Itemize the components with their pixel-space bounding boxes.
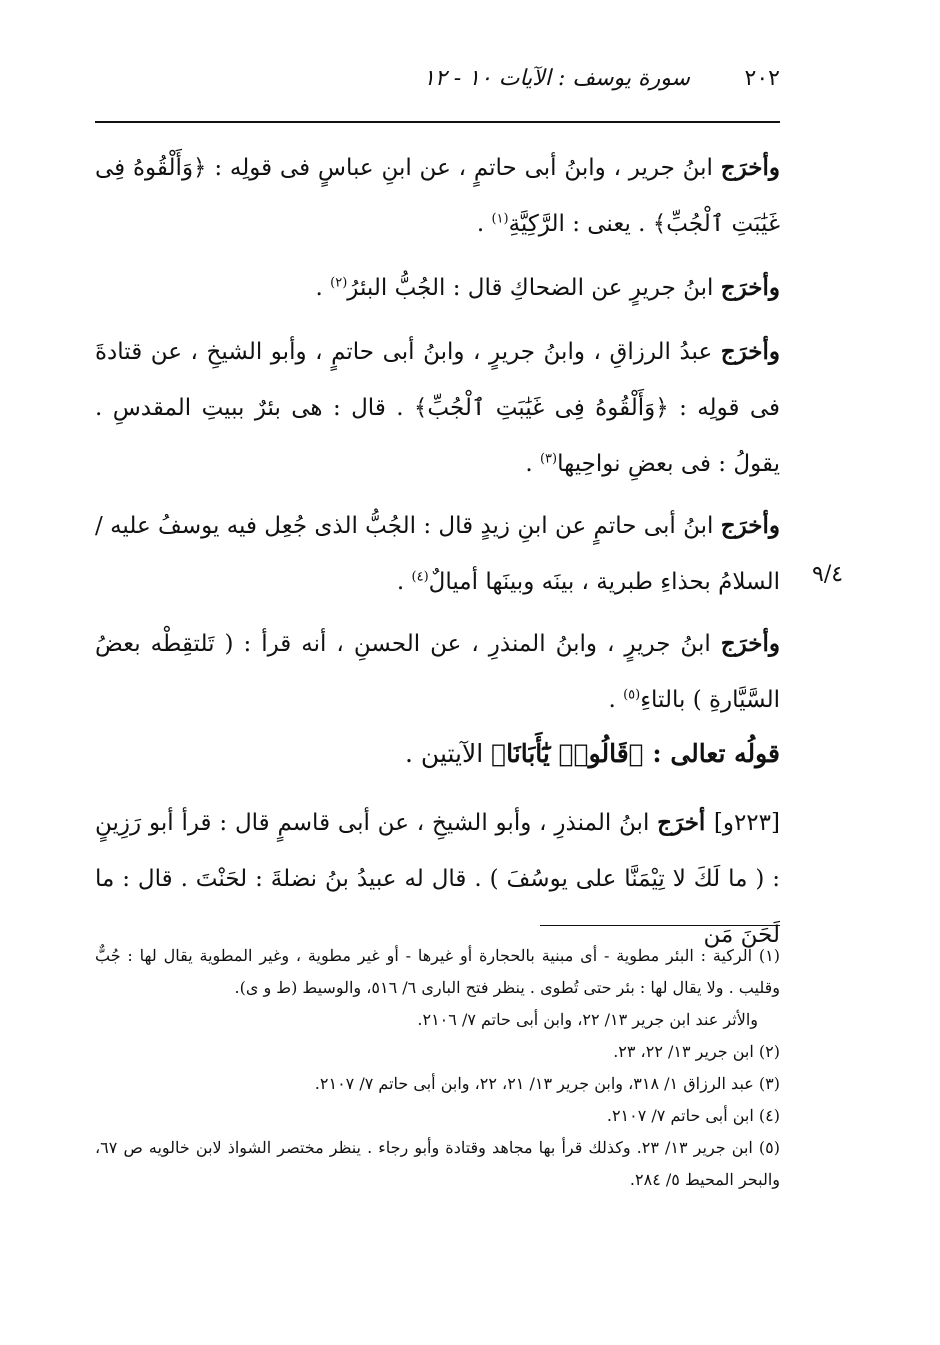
manuscript-marker: [٢٢٣و] <box>713 810 780 836</box>
paragraph-5 <box>95 616 780 728</box>
margin-folio-note: ٩/٤ <box>812 562 844 587</box>
paragraph-lead: وأخرَج <box>720 154 780 181</box>
footnote-1: (١) الركية : البئر مطوية - أى مبنية بالحجارة أو غيرها - أو غير مطوية ، وغير المطوية يقال لها : جُبٌّ وقليب . ولا يقال لها : بئر حتى تُطوى . ينظر فتح البارى ٦/ ٥١٦، والوسيط (ط و ى). <box>95 946 780 997</box>
footnote-ref: (٤) <box>411 569 429 585</box>
footnote-ref: (٢) <box>330 275 348 291</box>
footnote-2: (٢) ابن جرير ١٣/ ٢٢، ٢٣. <box>613 1042 780 1061</box>
footnote-4: (٤) ابن أبى حاتم ٧/ ٢١٠٧. <box>606 1106 780 1125</box>
header-rule <box>95 121 780 123</box>
footnote-1-source: والأثر عند ابن جرير ١٣/ ٢٢، وابن أبى حاتم ٧/ ٢١٠٦. <box>417 1010 758 1029</box>
footnote-5: (٥) ابن جرير ١٣/ ٢٣. وكذلك قرأ بها مجاهد وقتادة وأبو رجاء . ينظر مختصر الشواذ لابن خالويه ص ٦٧، والبحر المحيط ٥/ ٢٨٤. <box>95 1138 781 1189</box>
paragraph-2 <box>95 260 780 316</box>
paragraph-end: . <box>396 569 412 595</box>
footnote-rule <box>540 925 780 926</box>
footnote-ref: (٣) <box>539 451 558 467</box>
footnote-ref: (٥) <box>623 687 641 703</box>
paragraph-6 <box>95 795 780 963</box>
header-title: سورة يوسف : الآيات ١٠ - ١٢ <box>423 66 690 91</box>
paragraph-text: عبدُ الرزاقِ ، وابنُ جريرٍ ، وابنُ أبى حاتمٍ ، وأبو الشيخِ ، عن قتادةَ فى قولِه : ﴿وَأَلْقُوهُ فِى غَيَٰبَتِ ٱلْجُبِّ﴾ . قال : هى بئرٌ ببيتِ المقدسِ . يقولُ : فى بعضِ نواحِيها <box>95 339 780 477</box>
heading-rest: الآيتين . <box>405 739 492 768</box>
paragraph-lead: وأخرَج <box>720 512 780 539</box>
paragraph-text: ابنُ جريرٍ عن الضحاكِ قال : الجُبُّ البئرُ <box>347 275 721 301</box>
paragraph-4 <box>95 498 780 610</box>
section-heading <box>95 729 780 779</box>
footnote-3: (٣) عبد الرزاق ١/ ٣١٨، وابن جرير ١٣/ ٢١، ٢٢، وابن أبى حاتم ٧/ ٢١٠٧. <box>314 1074 780 1093</box>
running-header <box>300 66 780 106</box>
paragraph-text: ابنُ أبى حاتمٍ عن ابنِ زيدٍ قال : الجُبُّ الذى جُعِل فيه يوسفُ عليه /السلامُ بحذاءِ طبرية ، بينَه وبينَها أميالٌ <box>95 513 780 595</box>
paragraph-1 <box>95 140 780 252</box>
footnote-ref: (١) <box>491 211 509 227</box>
paragraph-lead: وأخرَج <box>720 338 780 365</box>
paragraph-end: . <box>315 275 331 301</box>
paragraph-text: ابنُ المنذرِ ، وأبو الشيخِ ، عن أبى قاسمٍ قال : قرأ أبو رَزِينٍ : ( ما لَكَ لا تِيْمَنَّا على يوسُفَ ) . قال له عبيدُ بنُ نضلةَ : لحَنْتَ . قال : ما لَحَنَ مَن <box>95 810 780 948</box>
paragraph-text: ابنُ جريرٍ ، وابنُ المنذرِ ، عن الحسنِ ، أنه قرأ : ( تَلتقِطْه بعضُ السَّيَّارةِ ) بالتاءِ <box>95 631 780 713</box>
paragraph-lead: وأخرَج <box>720 630 780 657</box>
paragraph-end: . <box>476 211 492 237</box>
page-number: ٢٠٢ <box>744 66 780 91</box>
heading-verse: قولُه تعالى : ﴿قَالُوا۟ يَٰٓأَبَانَا﴾ <box>491 739 780 768</box>
paragraph-lead: وأخرَج <box>720 274 780 301</box>
footnotes <box>95 940 780 1196</box>
paragraph-3 <box>95 324 780 492</box>
paragraph-end: . <box>608 687 624 713</box>
paragraph-text: ابنُ جرير ، وابنُ أبى حاتمٍ ، عن ابنِ عباسٍ فى قولِه : ﴿وَأَلْقُوهُ فِى غَيَٰبَتِ ٱلْجُبِّ﴾ . يعنى : الرَّكِيَّةِ <box>95 155 780 237</box>
paragraph-lead: أخرَج <box>657 809 714 836</box>
paragraph-end: . <box>525 451 540 477</box>
